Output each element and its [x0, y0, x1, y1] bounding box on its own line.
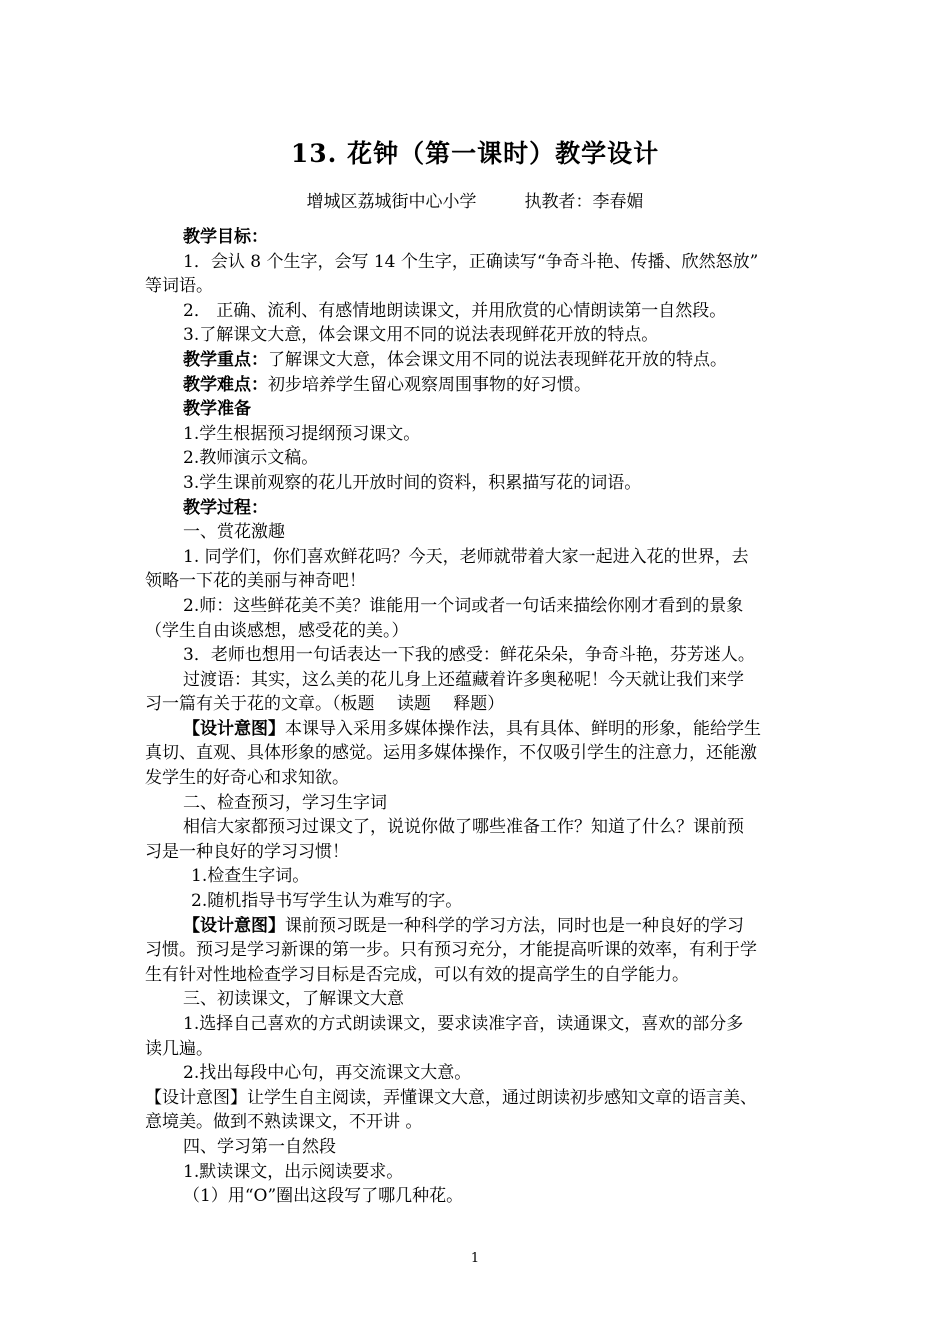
preparation-1: 1.学生根据预习提纲预习课文。 — [183, 423, 421, 444]
section-4-para-1: 1.默读课文，出示阅读要求。 — [183, 1161, 404, 1182]
section-2-heading: 二、检查预习，学习生字词 — [183, 792, 387, 813]
key-point — [145, 348, 805, 373]
objective-3: 3.了解课文大意，体会课文用不同的说法表现鲜花开放的特点。 — [183, 325, 659, 346]
section-2-para-3: 2.随机指导书写学生认为难写的字。 — [191, 891, 463, 912]
section-1-para-1-line-1: 1. 同学们，你们喜欢鲜花吗？今天，老师就带着大家一起进入花的世界，去 — [183, 546, 749, 567]
section-1-design-text: 本课导入采用多媒体操作法，具有具体、鲜明的形象，能给学生 — [285, 718, 761, 739]
section-1-para-4-line-2: 习一篇有关于花的文章。（板题 读题 释题） — [145, 694, 505, 715]
section-4-para-2: （1）用“O”圈出这段写了哪几种花。 — [183, 1186, 464, 1207]
section-3-para-1-line-2: 读几遍。 — [145, 1038, 213, 1059]
section-3-para-2: 2.找出每段中心句，再交流课文大意。 — [183, 1063, 472, 1084]
section-2-para-1-line-2: 习是一种良好的学习习惯！ — [145, 841, 349, 862]
school-name: 增城区荔城街中心小学 — [306, 192, 477, 212]
section-1-design-line-2: 真切、直观、具体形象的感觉。运用多媒体操作，不仅吸引学生的注意力，还能激 — [145, 743, 757, 764]
section-3-design-line-1: 【设计意图】让学生自主阅读，弄懂课文大意，通过朗读初步感知文章的语言美、 — [145, 1087, 757, 1108]
section-3-design-line-2: 意境美。做到不熟读课文，不开讲 。 — [145, 1112, 423, 1133]
page-number: 1 — [470, 1251, 480, 1266]
objective-2: 2． 正确、流利、有感情地朗读课文，并用欣赏的心情朗读第一自然段。 — [183, 300, 727, 321]
objective-1-line-1: 1．会认 8 个生字，会写 14 个生字，正确读写“争奇斗艳、传播、欣然怒放” — [183, 251, 759, 272]
section-2-design-line-2: 习惯。预习是学习新课的第一步。只有预习充分，才能提高听课的效率，有利于学 — [145, 940, 757, 961]
objectives-heading: 教学目标： — [183, 227, 268, 247]
design-intent-label: 【设计意图】 — [183, 915, 285, 936]
section-1-design-line-3: 发学生的好奇心和求知欲。 — [145, 768, 349, 789]
section-2-design-text: 课前预习既是一种科学的学习方法，同时也是一种良好的学习 — [285, 915, 744, 936]
preparation-heading: 教学准备 — [183, 399, 251, 420]
section-1-para-1-line-2: 领略一下花的美丽与神奇吧！ — [145, 571, 366, 592]
section-1-para-2-line-2: （学生自由谈感想，感受花的美。） — [145, 620, 409, 641]
preparation-2: 2.教师演示文稿。 — [183, 448, 319, 469]
section-2-para-1-line-1: 相信大家都预习过课文了，说说你做了哪些准备工作？知道了什么？课前预 — [183, 817, 744, 838]
difficult-point-label: 教学难点： — [183, 374, 268, 395]
process-heading: 教学过程： — [183, 497, 268, 518]
difficult-point — [145, 373, 805, 398]
section-2-para-2: 1.检查生字词。 — [191, 866, 310, 887]
key-point-label: 教学重点： — [183, 349, 268, 370]
byline — [0, 187, 950, 212]
teacher-name: 执教者：李春媚 — [524, 192, 644, 212]
section-1-para-2-line-1: 2.师：这些鲜花美不美？谁能用一个词或者一句话来描绘你刚才看到的景象 — [183, 595, 744, 616]
section-3-heading: 三、初读课文，了解课文大意 — [183, 989, 404, 1010]
difficult-point-text: 初步培养学生留心观察周围事物的好习惯。 — [268, 374, 591, 395]
objective-1-line-2: 等词语。 — [145, 276, 213, 297]
document-body — [145, 225, 805, 1209]
section-1-para-3: 3．老师也想用一句话表达一下我的感受：鲜花朵朵，争奇斗艳，芬芳迷人。 — [183, 645, 755, 666]
section-4-heading: 四、学习第一自然段 — [183, 1136, 336, 1157]
section-3-para-1-line-1: 1.选择自己喜欢的方式朗读课文，要求读准字音，读通课文，喜欢的部分多 — [183, 1014, 744, 1034]
preparation-3: 3.学生课前观察的花儿开放时间的资料，积累描写花的词语。 — [183, 472, 642, 493]
section-1-design-line-1 — [145, 717, 805, 742]
document-title: 13. 花钟（第一课时）教学设计 — [290, 139, 660, 168]
section-2-design-line-3: 生有针对性地检查学习目标是否完成，可以有效的提高学生的自学能力。 — [145, 964, 689, 985]
section-1-heading: 一、赏花激趣 — [183, 522, 285, 543]
key-point-text: 了解课文大意，体会课文用不同的说法表现鲜花开放的特点。 — [268, 349, 727, 370]
section-2-design-line-1 — [145, 914, 805, 939]
design-intent-label: 【设计意图】 — [183, 718, 285, 739]
section-1-para-4-line-1: 过渡语：其实，这么美的花儿身上还蕴藏着许多奥秘呢！今天就让我们来学 — [183, 669, 744, 690]
